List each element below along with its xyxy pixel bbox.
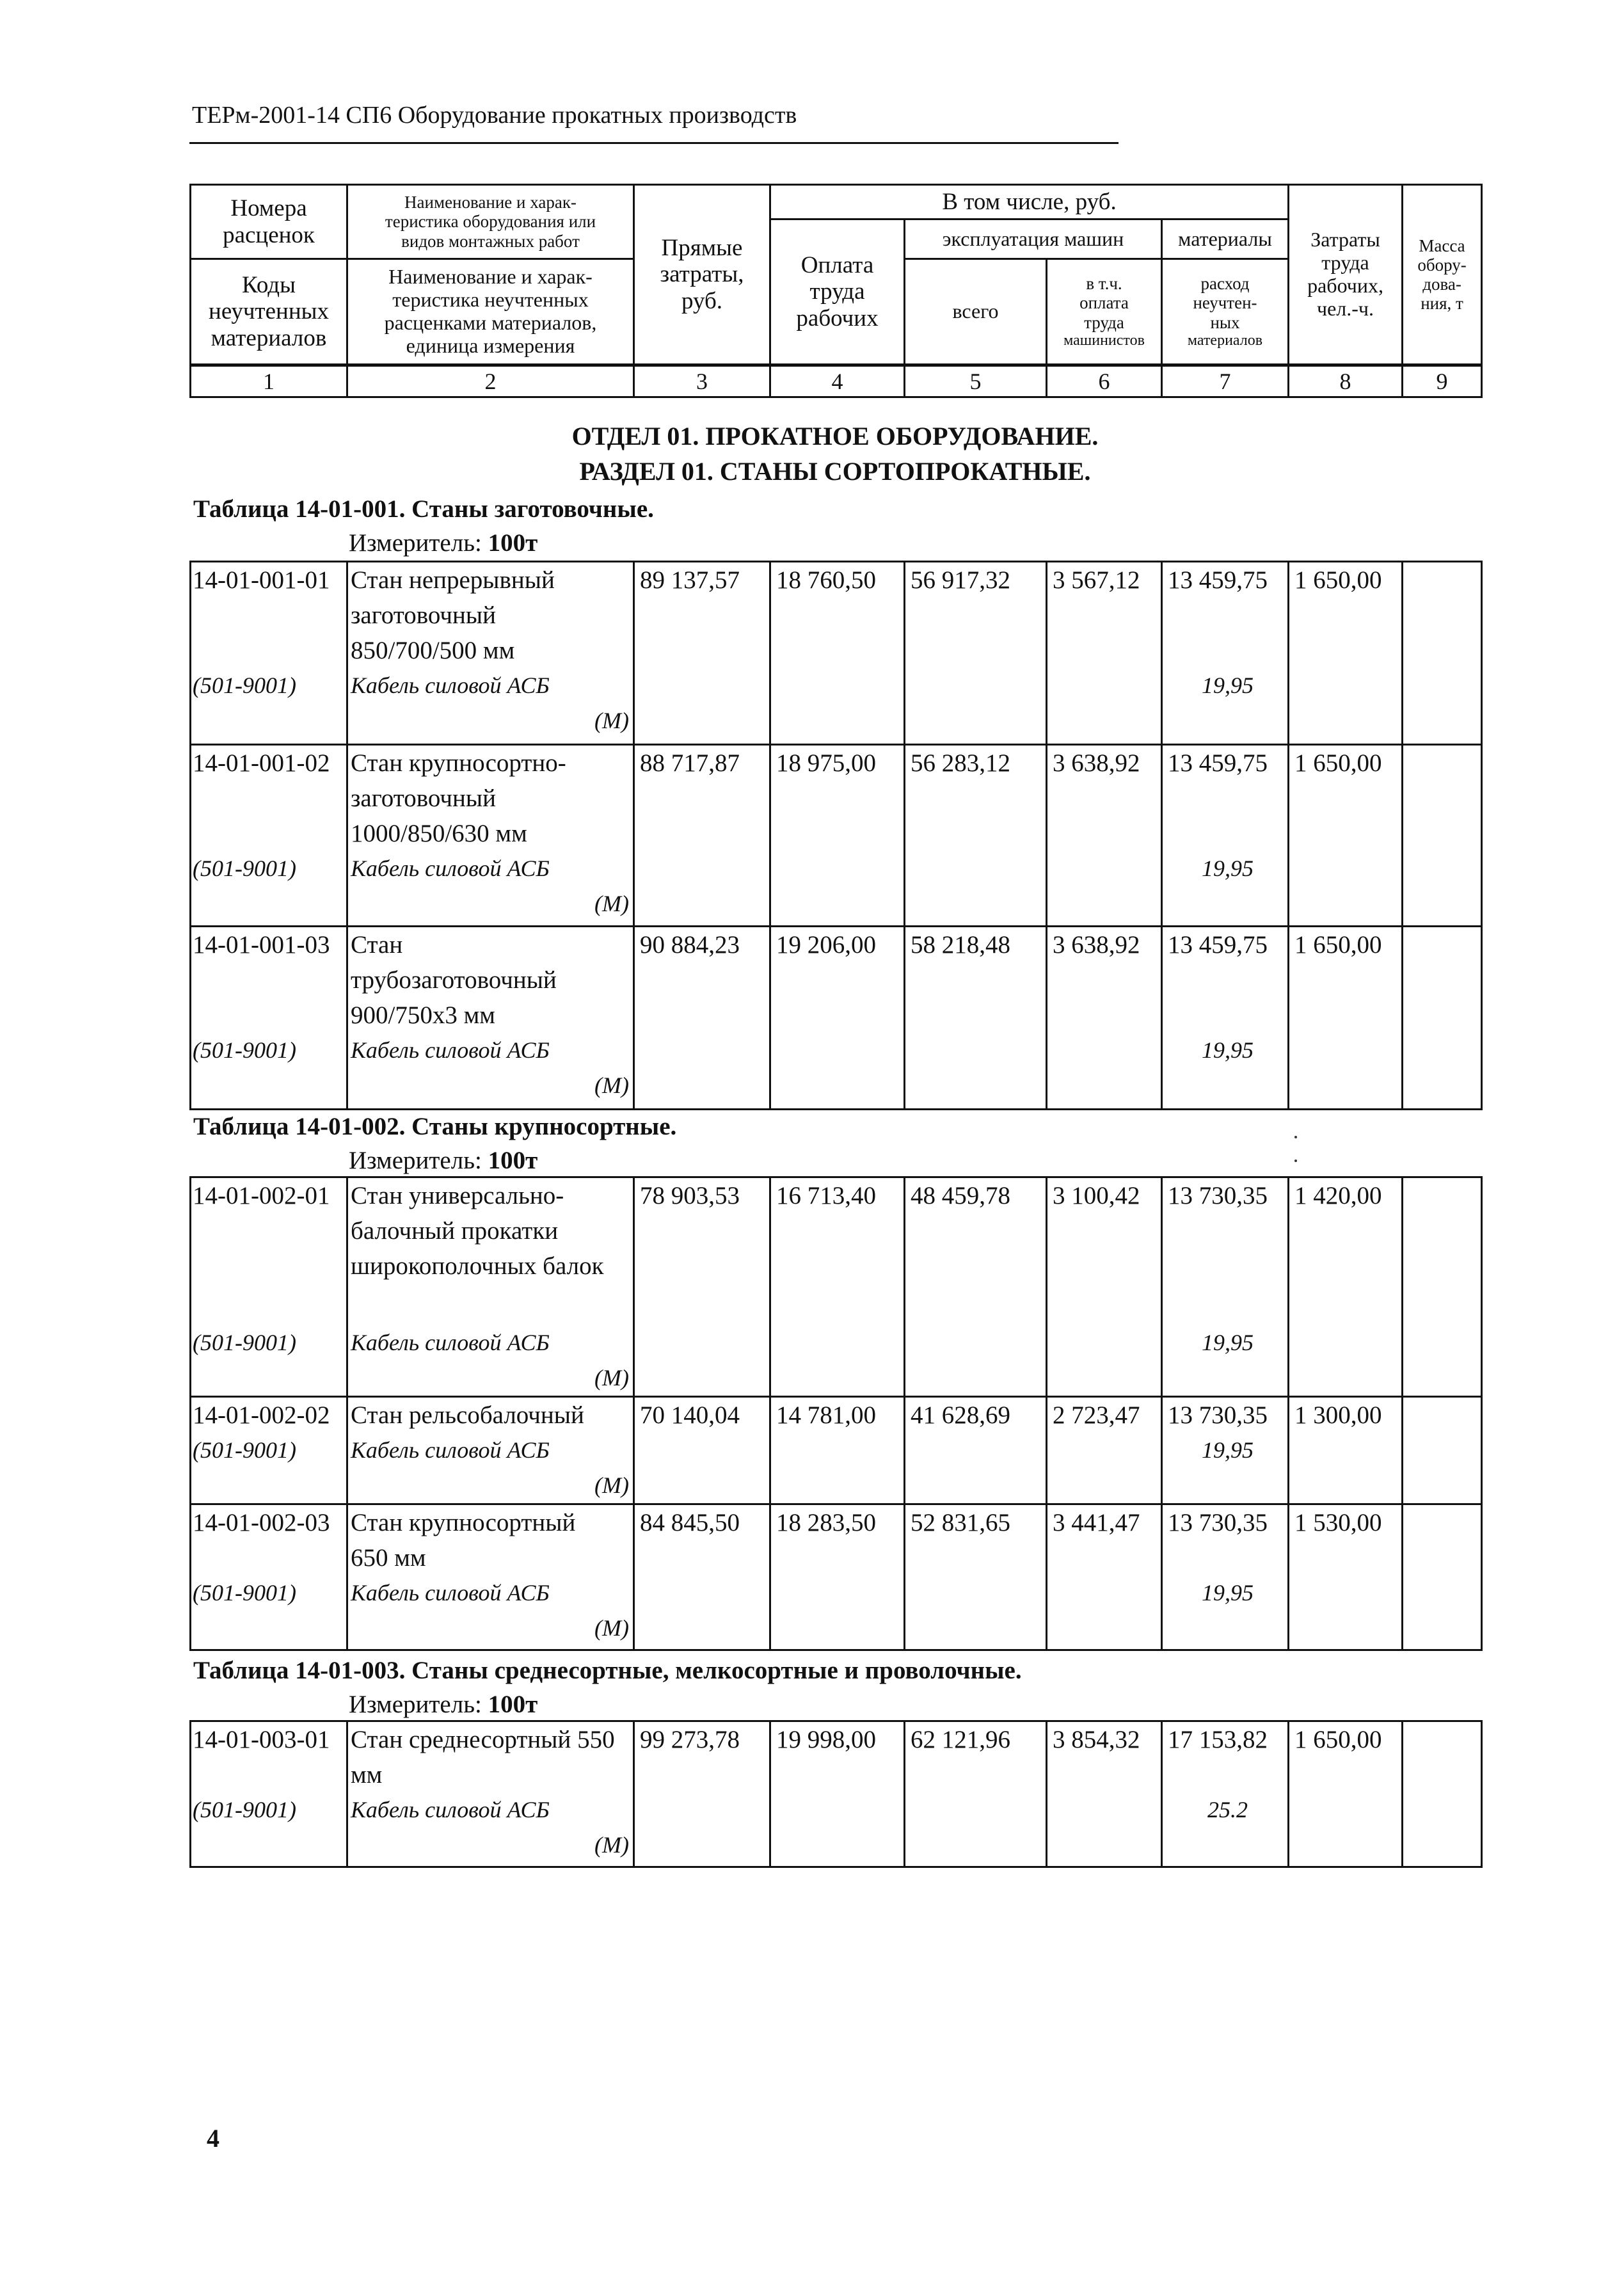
direct-cost: 84 845,50 bbox=[634, 1504, 770, 1650]
machines-cost: 56 917,32 bbox=[905, 562, 1047, 745]
machinists-cost: 3 567,12 bbox=[1047, 562, 1162, 745]
equipment-mass bbox=[1403, 1504, 1482, 1650]
col-number: 9 bbox=[1403, 365, 1482, 397]
rate-code: 14-01-001-03 bbox=[193, 931, 330, 959]
col-number: 5 bbox=[905, 365, 1047, 397]
labor-cost: 14 781,00 bbox=[770, 1397, 905, 1504]
equipment-mass bbox=[1403, 562, 1482, 745]
material-qty: 19,95 bbox=[1202, 856, 1254, 881]
header-rule bbox=[189, 142, 1118, 144]
equipment-mass bbox=[1403, 1397, 1482, 1504]
labor-cost: 18 283,50 bbox=[770, 1504, 905, 1650]
rate-code: 14-01-002-02 bbox=[193, 1401, 330, 1429]
table-row bbox=[191, 927, 1482, 1110]
table-row bbox=[191, 745, 1482, 927]
material-code: (501-9001) bbox=[193, 1797, 296, 1822]
material-qty: 19,95 bbox=[1202, 1037, 1254, 1063]
materials-cost: 13 459,75 bbox=[1168, 931, 1268, 959]
labor-hours: 1 530,00 bbox=[1289, 1504, 1403, 1650]
machinists-cost: 3 854,32 bbox=[1047, 1721, 1162, 1867]
material-name: Кабель силовой АСБ bbox=[351, 1437, 550, 1463]
scan-speck bbox=[1294, 1160, 1297, 1162]
machines-cost: 41 628,69 bbox=[905, 1397, 1047, 1504]
col-number: 7 bbox=[1162, 365, 1289, 397]
material-unit: (М) bbox=[594, 1615, 629, 1641]
labor-hours: 1 650,00 bbox=[1289, 1721, 1403, 1867]
labor-cost: 19 206,00 bbox=[770, 927, 905, 1110]
material-qty: 19,95 bbox=[1202, 1580, 1254, 1606]
col2-top-header: Наименование и харак- теристика оборудования или видов монтажных работ bbox=[347, 185, 634, 259]
material-qty: 19,95 bbox=[1202, 673, 1254, 698]
rates-table bbox=[189, 1720, 1483, 1868]
page-header-title: ТЕРм-2001-14 СП6 Оборудование прокатных производств bbox=[192, 102, 797, 129]
department-title: ОТДЕЛ 01. ПРОКАТНОЕ ОБОРУДОВАНИЕ. bbox=[571, 422, 1099, 450]
machines-cost: 52 831,65 bbox=[905, 1504, 1047, 1650]
labor-hours: 1 650,00 bbox=[1289, 745, 1403, 927]
table-row bbox=[191, 1504, 1482, 1650]
materials-header: материалы bbox=[1162, 219, 1289, 259]
machines-cost: 48 459,78 bbox=[905, 1177, 1047, 1397]
item-name: Стан универсально- bbox=[351, 1182, 564, 1209]
item-name: 1000/850/630 мм bbox=[351, 820, 527, 847]
col6-header: в т.ч. оплата труда машинистов bbox=[1047, 259, 1162, 365]
col5-header: всего bbox=[905, 259, 1047, 365]
item-name: широкополочных балок bbox=[351, 1252, 604, 1280]
material-unit: (М) bbox=[594, 891, 629, 916]
item-name: заготовочный bbox=[351, 785, 496, 812]
machinists-cost: 2 723,47 bbox=[1047, 1397, 1162, 1504]
scan-speck bbox=[1294, 1136, 1297, 1138]
col2-bottom-header: Наименование и харак- теристика неучтенных расценками материалов, единица измерения bbox=[347, 259, 634, 365]
col9-header: Масса обору- дова- ния, т bbox=[1403, 185, 1482, 365]
col-number: 4 bbox=[770, 365, 905, 397]
labor-hours: 1 300,00 bbox=[1289, 1397, 1403, 1504]
material-name: Кабель силовой АСБ bbox=[351, 673, 550, 698]
item-name: балочный прокатки bbox=[351, 1217, 559, 1245]
labor-hours: 1 420,00 bbox=[1289, 1177, 1403, 1397]
material-code: (501-9001) bbox=[193, 1330, 296, 1355]
material-name: Кабель силовой АСБ bbox=[351, 1330, 550, 1355]
table-title: Таблица 14-01-002. Станы крупносортные. bbox=[193, 1113, 677, 1140]
rate-code: 14-01-002-03 bbox=[193, 1509, 330, 1536]
rate-code: 14-01-001-01 bbox=[193, 566, 330, 594]
machines-cost: 62 121,96 bbox=[905, 1721, 1047, 1867]
col1-bottom-header: Коды неучтенных материалов bbox=[191, 259, 347, 365]
table-title: Таблица 14-01-001. Станы заготовочные. bbox=[193, 495, 654, 523]
col3-header: Прямые затраты, руб. bbox=[634, 185, 770, 365]
col-number: 1 bbox=[191, 365, 347, 397]
labor-hours: 1 650,00 bbox=[1289, 927, 1403, 1110]
including-header: В том числе, руб. bbox=[770, 185, 1289, 219]
material-unit: (М) bbox=[594, 1832, 629, 1858]
material-name: Кабель силовой АСБ bbox=[351, 1037, 550, 1063]
rate-code: 14-01-003-01 bbox=[193, 1726, 330, 1753]
item-name: 900/750х3 мм bbox=[351, 1001, 495, 1029]
item-name: 850/700/500 мм bbox=[351, 637, 515, 664]
material-code: (501-9001) bbox=[193, 1580, 296, 1606]
equipment-mass bbox=[1403, 1177, 1482, 1397]
machines-header: эксплуатация машин bbox=[905, 219, 1162, 259]
materials-cost: 13 730,35 bbox=[1168, 1182, 1268, 1209]
col1-top-header: Номера расценок bbox=[191, 185, 347, 259]
machines-cost: 58 218,48 bbox=[905, 927, 1047, 1110]
col-number: 6 bbox=[1047, 365, 1162, 397]
direct-cost: 89 137,57 bbox=[634, 562, 770, 745]
material-unit: (М) bbox=[594, 1472, 629, 1498]
table-row bbox=[191, 562, 1482, 745]
labor-cost: 18 760,50 bbox=[770, 562, 905, 745]
material-qty: 19,95 bbox=[1202, 1330, 1254, 1355]
col-number: 8 bbox=[1289, 365, 1403, 397]
col-number: 3 bbox=[634, 365, 770, 397]
table-row bbox=[191, 1721, 1482, 1867]
direct-cost: 90 884,23 bbox=[634, 927, 770, 1110]
section-title: РАЗДЕЛ 01. СТАНЫ СОРТОПРОКАТНЫЕ. bbox=[579, 457, 1091, 486]
item-name: заготовочный bbox=[351, 602, 496, 629]
item-name: Стан крупносортный bbox=[351, 1509, 576, 1536]
unit-label: Измеритель: 100т bbox=[349, 1147, 538, 1174]
col-number: 2 bbox=[347, 365, 634, 397]
unit-label: Измеритель: 100т bbox=[349, 1691, 538, 1718]
col4-header: Оплата труда рабочих bbox=[770, 219, 905, 365]
material-qty: 19,95 bbox=[1202, 1437, 1254, 1463]
item-name: Стан непрерывный bbox=[351, 566, 555, 594]
labor-cost: 16 713,40 bbox=[770, 1177, 905, 1397]
material-code: (501-9001) bbox=[193, 1437, 296, 1463]
rate-code: 14-01-002-01 bbox=[193, 1182, 330, 1209]
col7-header: расход неучтен- ных материалов bbox=[1162, 259, 1289, 365]
materials-cost: 17 153,82 bbox=[1168, 1726, 1268, 1753]
item-name: трубозаготовочный bbox=[351, 966, 557, 994]
machines-cost: 56 283,12 bbox=[905, 745, 1047, 927]
item-name: Стан крупносортно- bbox=[351, 749, 566, 777]
equipment-mass bbox=[1403, 1721, 1482, 1867]
material-name: Кабель силовой АСБ bbox=[351, 856, 550, 881]
material-code: (501-9001) bbox=[193, 673, 296, 698]
material-unit: (М) bbox=[594, 1365, 629, 1391]
material-code: (501-9001) bbox=[193, 1037, 296, 1063]
item-name: Стан рельсобалочный bbox=[351, 1401, 584, 1429]
item-name: 650 мм bbox=[351, 1544, 426, 1572]
machinists-cost: 3 441,47 bbox=[1047, 1504, 1162, 1650]
page-number: 4 bbox=[207, 2124, 219, 2153]
materials-cost: 13 730,35 bbox=[1168, 1509, 1268, 1536]
unit-label: Измеритель: 100т bbox=[349, 529, 538, 557]
direct-cost: 78 903,53 bbox=[634, 1177, 770, 1397]
column-header-table bbox=[189, 184, 1483, 398]
rate-code: 14-01-001-02 bbox=[193, 749, 330, 777]
labor-hours: 1 650,00 bbox=[1289, 562, 1403, 745]
direct-cost: 99 273,78 bbox=[634, 1721, 770, 1867]
labor-cost: 19 998,00 bbox=[770, 1721, 905, 1867]
machinists-cost: 3 100,42 bbox=[1047, 1177, 1162, 1397]
material-name: Кабель силовой АСБ bbox=[351, 1580, 550, 1606]
materials-cost: 13 459,75 bbox=[1168, 566, 1268, 594]
material-unit: (М) bbox=[594, 708, 629, 733]
material-code: (501-9001) bbox=[193, 856, 296, 881]
direct-cost: 88 717,87 bbox=[634, 745, 770, 927]
equipment-mass bbox=[1403, 927, 1482, 1110]
materials-cost: 13 459,75 bbox=[1168, 749, 1268, 777]
labor-cost: 18 975,00 bbox=[770, 745, 905, 927]
machinists-cost: 3 638,92 bbox=[1047, 745, 1162, 927]
machinists-cost: 3 638,92 bbox=[1047, 927, 1162, 1110]
col8-header: Затраты труда рабочих, чел.-ч. bbox=[1289, 185, 1403, 365]
rates-table bbox=[189, 561, 1483, 1110]
material-qty: 25.2 bbox=[1207, 1797, 1248, 1822]
table-row bbox=[191, 1397, 1482, 1504]
table-title: Таблица 14-01-003. Станы среднесортные, мелкосортные и проволочные. bbox=[193, 1657, 1022, 1684]
item-name: мм bbox=[351, 1761, 383, 1789]
equipment-mass bbox=[1403, 745, 1482, 927]
material-unit: (М) bbox=[594, 1072, 629, 1098]
materials-cost: 13 730,35 bbox=[1168, 1401, 1268, 1429]
rates-table bbox=[189, 1176, 1483, 1651]
table-row bbox=[191, 1177, 1482, 1397]
item-name: Стан bbox=[351, 931, 403, 959]
item-name: Стан среднесортный 550 bbox=[351, 1726, 615, 1753]
direct-cost: 70 140,04 bbox=[634, 1397, 770, 1504]
material-name: Кабель силовой АСБ bbox=[351, 1797, 550, 1822]
